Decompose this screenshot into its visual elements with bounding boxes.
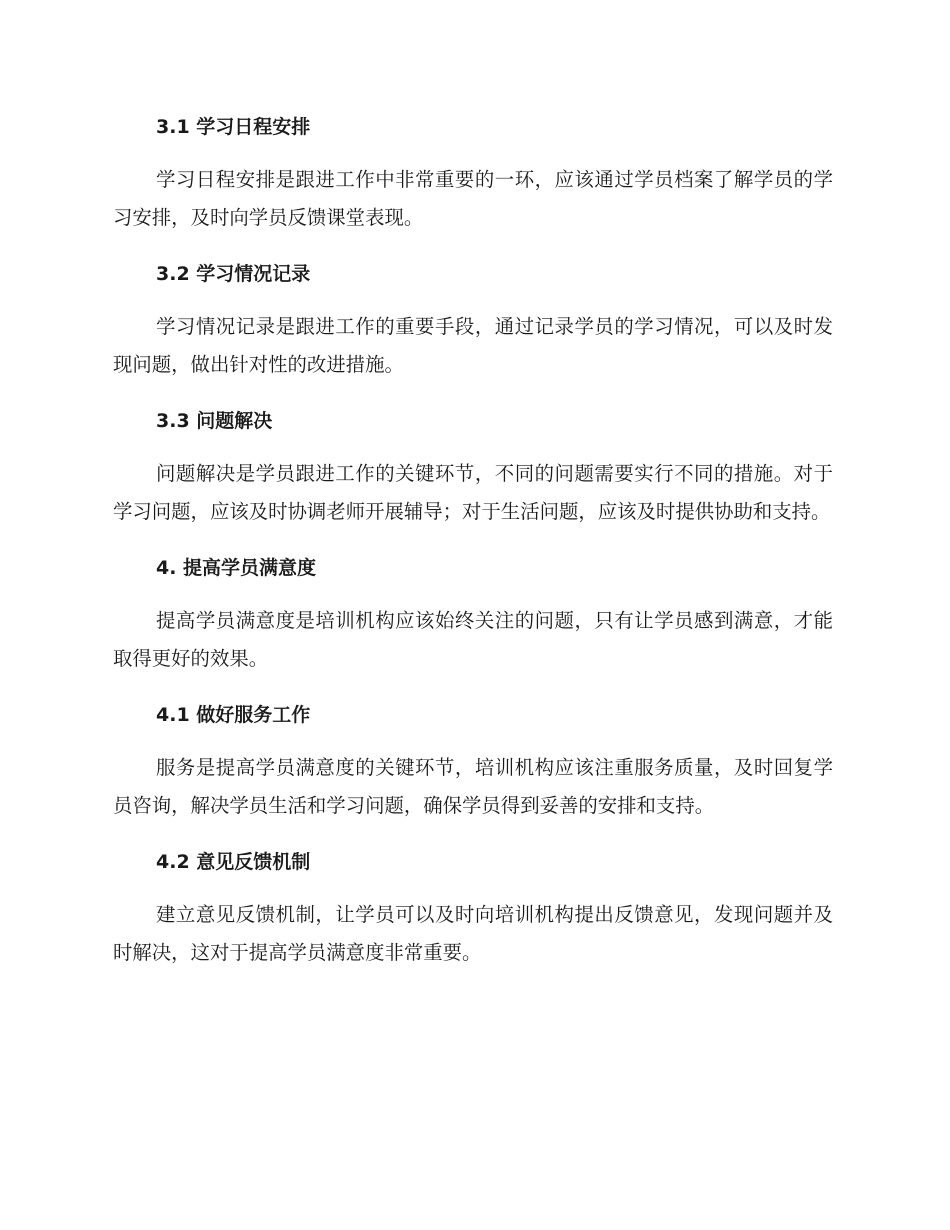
section-paragraph: 服务是提高学员满意度的关键环节，培训机构应该注重服务质量，及时回复学员咨询，解决学员生活和学习问题，确保学员得到妥善的安排和支持。 xyxy=(113,756,833,817)
section-paragraph: 问题解决是学员跟进工作的关键环节，不同的问题需要实行不同的措施。对于学习问题，应该及时协调老师开展辅导；对于生活问题，应该及时提供协助和支持。 xyxy=(113,462,833,523)
section-paragraph: 提高学员满意度是培训机构应该始终关注的问题，只有让学员感到满意，才能取得更好的效果。 xyxy=(113,609,833,670)
document-page xyxy=(113,108,833,972)
section-paragraph: 建立意见反馈机制，让学员可以及时向培训机构提出反馈意见，发现问题并及时解决，这对于提高学员满意度非常重要。 xyxy=(113,903,833,964)
section-heading: 4.1 做好服务工作 xyxy=(156,704,311,726)
section-heading: 3.3 问题解决 xyxy=(156,410,273,432)
section-heading: 3.1 学习日程安排 xyxy=(156,116,311,138)
section-paragraph: 学习日程安排是跟进工作中非常重要的一环，应该通过学员档案了解学员的学习安排，及时向学员反馈课堂表现。 xyxy=(113,168,833,229)
section-heading: 4.2 意见反馈机制 xyxy=(156,851,311,873)
section-heading: 3.2 学习情况记录 xyxy=(156,263,311,285)
section-heading: 4. 提高学员满意度 xyxy=(156,557,317,579)
section-paragraph: 学习情况记录是跟进工作的重要手段，通过记录学员的学习情况，可以及时发现问题，做出针对性的改进措施。 xyxy=(113,315,833,376)
